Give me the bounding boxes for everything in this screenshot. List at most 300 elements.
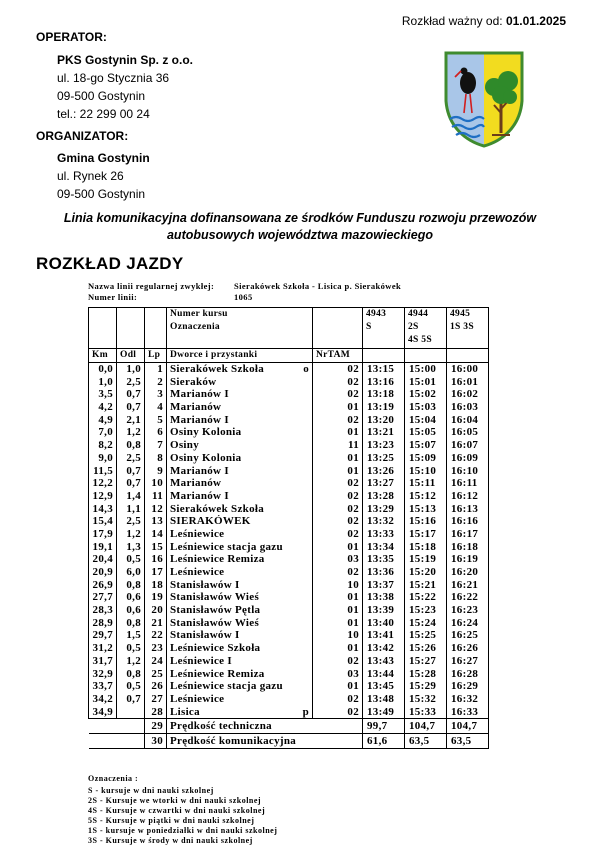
time-cell: 16:23: [447, 604, 489, 617]
nrtam-cell: 02: [313, 515, 363, 528]
valid-from: [402, 14, 566, 28]
lp-cell: 8: [145, 452, 167, 465]
speed-value: 61,6: [363, 733, 405, 748]
organizer-street: ul. Rynek 26: [57, 169, 124, 183]
km-cell: 17,9: [89, 528, 117, 541]
time-cell: 15:16: [405, 515, 447, 528]
lp-cell: 19: [145, 591, 167, 604]
odl-cell: 2,5: [117, 515, 145, 528]
col-lp: Lp: [145, 349, 167, 363]
km-cell: 4,9: [89, 413, 117, 426]
stop-name: Sierakówek Szkoła: [170, 363, 265, 376]
stop-name: Leśniewice I: [170, 654, 232, 667]
stop-cell: [167, 515, 313, 528]
stop-name: Sierakówek Szkoła: [170, 502, 265, 515]
table-row: [89, 413, 489, 426]
stop-cell: [167, 413, 313, 426]
stop-cell: [167, 401, 313, 414]
stop-name: Leśniewice: [170, 527, 225, 540]
nrtam-cell: 11: [313, 439, 363, 452]
time-cell: 13:35: [363, 553, 405, 566]
time-cell: 16:22: [447, 591, 489, 604]
nrtam-cell: 02: [313, 705, 363, 718]
km-cell: 19,1: [89, 540, 117, 553]
stop-cell: [167, 705, 313, 718]
operator-street: ul. 18-go Stycznia 36: [57, 71, 170, 85]
km-cell: 7,0: [89, 426, 117, 439]
time-cell: 15:28: [405, 667, 447, 680]
lp-cell: 30: [145, 733, 167, 748]
table-row: [89, 591, 489, 604]
course-marks: 2S: [408, 322, 419, 332]
speed-row: [89, 718, 489, 733]
coat-of-arms-icon: [444, 51, 524, 149]
time-cell: 15:00: [405, 362, 447, 375]
table-row: [89, 642, 489, 655]
course-header-labels: [167, 308, 313, 349]
time-cell: 13:26: [363, 464, 405, 477]
empty-cell: [117, 733, 145, 748]
time-cell: 16:28: [447, 667, 489, 680]
time-cell: 13:43: [363, 655, 405, 668]
time-cell: 13:37: [363, 578, 405, 591]
time-cell: 13:49: [363, 705, 405, 718]
empty-cell: [89, 718, 117, 733]
table-row: [89, 502, 489, 515]
stop-name: Marianów: [170, 401, 222, 414]
time-cell: 15:20: [405, 566, 447, 579]
organizer-city: 09-500 Gostynin: [57, 187, 146, 201]
time-cell: 16:20: [447, 566, 489, 579]
odl-cell: 0,8: [117, 578, 145, 591]
time-cell: 15:21: [405, 578, 447, 591]
time-cell: 16:25: [447, 629, 489, 642]
odl-cell: 6,0: [117, 566, 145, 579]
time-cell: 15:02: [405, 388, 447, 401]
stop-cell: [167, 540, 313, 553]
stop-name: Lisica: [170, 705, 200, 718]
time-cell: 15:27: [405, 655, 447, 668]
col-stop: Dworce i przystanki: [167, 349, 313, 363]
lp-cell: 13: [145, 515, 167, 528]
stop-name: Leśniewice Szkoła: [170, 642, 261, 655]
nrtam-cell: 02: [313, 490, 363, 503]
course-header: [447, 308, 489, 349]
time-cell: 16:27: [447, 655, 489, 668]
time-cell: 13:28: [363, 490, 405, 503]
lp-cell: 4: [145, 401, 167, 414]
table-row: [89, 388, 489, 401]
time-cell: 16:24: [447, 616, 489, 629]
col-nrtam: NrTAM: [313, 349, 363, 363]
nrtam-cell: 02: [313, 375, 363, 388]
nrtam-cell: 02: [313, 528, 363, 541]
odl-cell: 0,5: [117, 680, 145, 693]
lp-cell: 10: [145, 477, 167, 490]
time-cell: 16:00: [447, 362, 489, 375]
km-cell: 28,3: [89, 604, 117, 617]
table-row: [89, 553, 489, 566]
stop-name: Stanisławów Pętla: [170, 604, 261, 617]
time-cell: 16:26: [447, 642, 489, 655]
lp-cell: 25: [145, 667, 167, 680]
stop-cell: [167, 693, 313, 706]
km-cell: 34,9: [89, 705, 117, 718]
time-cell: 15:04: [405, 413, 447, 426]
table-row: [89, 426, 489, 439]
stop-name: SIERAKÓWEK: [170, 515, 251, 528]
time-cell: 13:15: [363, 362, 405, 375]
odl-cell: [117, 705, 145, 718]
stop-cell: [167, 553, 313, 566]
valid-from-date: 01.01.2025: [505, 14, 566, 28]
operator-label: OPERATOR:: [36, 30, 107, 44]
lp-cell: 24: [145, 655, 167, 668]
time-cell: 16:32: [447, 693, 489, 706]
lp-cell: 22: [145, 629, 167, 642]
time-cell: 13:45: [363, 680, 405, 693]
course-number: 4943: [366, 309, 387, 319]
course-header: [405, 308, 447, 349]
odl-cell: 0,5: [117, 553, 145, 566]
nrtam-cell: 02: [313, 413, 363, 426]
stop-name: Leśniewice: [170, 566, 225, 579]
stop-cell: [167, 439, 313, 452]
nrtam-cell: 02: [313, 477, 363, 490]
time-cell: 15:33: [405, 705, 447, 718]
time-cell: 16:05: [447, 426, 489, 439]
column-header-row: [89, 349, 489, 363]
nrtam-cell: 01: [313, 604, 363, 617]
odl-cell: 1,2: [117, 426, 145, 439]
odl-cell: 0,7: [117, 477, 145, 490]
time-cell: 13:33: [363, 528, 405, 541]
lp-cell: 29: [145, 718, 167, 733]
km-cell: 14,3: [89, 502, 117, 515]
course-marks: S: [366, 322, 372, 332]
stop-cell: [167, 375, 313, 388]
funding-note: [40, 210, 560, 244]
km-cell: 12,9: [89, 490, 117, 503]
operator-phone: tel.: 22 299 00 24: [57, 107, 150, 121]
lp-cell: 5: [145, 413, 167, 426]
odl-cell: 2,1: [117, 413, 145, 426]
km-cell: 1,0: [89, 375, 117, 388]
odl-cell: 0,5: [117, 642, 145, 655]
odl-cell: 1,4: [117, 490, 145, 503]
valid-from-label: Rozkład ważny od:: [401, 14, 503, 28]
time-cell: 16:33: [447, 705, 489, 718]
time-cell: 16:12: [447, 490, 489, 503]
km-cell: 15,4: [89, 515, 117, 528]
lp-cell: 7: [145, 439, 167, 452]
speed-label: Prędkość techniczna: [167, 718, 363, 733]
nrtam-cell: 10: [313, 629, 363, 642]
time-cell: 13:29: [363, 502, 405, 515]
table-row: [89, 401, 489, 414]
stop-name: Sieraków: [170, 375, 217, 388]
time-cell: 15:03: [405, 401, 447, 414]
km-cell: 20,9: [89, 566, 117, 579]
lp-cell: 12: [145, 502, 167, 515]
time-cell: 13:27: [363, 477, 405, 490]
odl-cell: 0,8: [117, 667, 145, 680]
legend-item: 4S - Kursuje w czwartki w dni nauki szkolnej: [88, 806, 266, 815]
line-name: Sierakówek Szkoła - Lisica p. Sierakówek: [234, 281, 402, 291]
time-cell: 13:36: [363, 566, 405, 579]
legend-item: 5S - Kursuje w piątki w dni nauki szkolnej: [88, 816, 255, 825]
stop-cell: [167, 616, 313, 629]
odl-cell: 0,8: [117, 439, 145, 452]
time-cell: 15:17: [405, 528, 447, 541]
operator-name: PKS Gostynin Sp. z o.o.: [57, 53, 194, 67]
time-cell: 13:44: [363, 667, 405, 680]
odl-cell: 1,3: [117, 540, 145, 553]
stop-flag: o: [303, 363, 309, 376]
speed-label: Prędkość komunikacyjna: [167, 733, 363, 748]
odl-cell: 1,2: [117, 528, 145, 541]
time-cell: 15:24: [405, 616, 447, 629]
speed-value: 63,5: [447, 733, 489, 748]
table-row: [89, 452, 489, 465]
stop-name: Stanisławów I: [170, 578, 240, 591]
line-info: [88, 281, 401, 303]
time-cell: 15:25: [405, 629, 447, 642]
time-cell: 15:23: [405, 604, 447, 617]
table-row: [89, 490, 489, 503]
legend-item: 2S - Kursuje we wtorki w dni nauki szkolnej: [88, 796, 262, 805]
nrtam-cell: 01: [313, 680, 363, 693]
stop-name: Osiny Kolonia: [170, 451, 242, 464]
funding-line-1: Linia komunikacyjna dofinansowana ze środków Funduszu rozwoju przewozów: [63, 211, 537, 225]
legend-item: 3S - Kursuje w środy w dni nauki szkolnej: [88, 836, 253, 845]
table-row: [89, 667, 489, 680]
time-cell: 16:01: [447, 375, 489, 388]
nrtam-cell: 02: [313, 362, 363, 375]
lp-cell: 3: [145, 388, 167, 401]
line-number: 1065: [234, 292, 253, 302]
legend: [88, 774, 277, 846]
course-marks: 1S 3S: [450, 322, 474, 332]
lp-cell: 21: [145, 616, 167, 629]
km-cell: 31,2: [89, 642, 117, 655]
nrtam-cell: 01: [313, 540, 363, 553]
km-cell: 31,7: [89, 655, 117, 668]
odl-cell: 0,6: [117, 604, 145, 617]
speed-value: 104,7: [405, 718, 447, 733]
time-cell: 13:21: [363, 426, 405, 439]
stop-name: Leśniewice stacja gazu: [170, 680, 283, 693]
speed-value: 104,7: [447, 718, 489, 733]
km-cell: 26,9: [89, 578, 117, 591]
stop-cell: [167, 629, 313, 642]
time-cell: 13:40: [363, 616, 405, 629]
course-header-row: [89, 308, 489, 349]
stop-name: Marianów I: [170, 489, 229, 502]
time-cell: 16:17: [447, 528, 489, 541]
km-cell: 27,7: [89, 591, 117, 604]
legend-items: [88, 786, 277, 846]
odl-cell: 1,5: [117, 629, 145, 642]
table-row: [89, 680, 489, 693]
odl-cell: 1,2: [117, 655, 145, 668]
nrtam-cell: 01: [313, 426, 363, 439]
table-row: [89, 439, 489, 452]
table-row: [89, 375, 489, 388]
lp-cell: 26: [145, 680, 167, 693]
table-row: [89, 515, 489, 528]
odl-cell: 0,7: [117, 464, 145, 477]
stop-cell: [167, 426, 313, 439]
time-cell: 15:10: [405, 464, 447, 477]
odl-cell: 1,0: [117, 362, 145, 375]
time-cell: 15:11: [405, 477, 447, 490]
time-cell: 16:02: [447, 388, 489, 401]
time-cell: 13:42: [363, 642, 405, 655]
lp-cell: 6: [145, 426, 167, 439]
lp-cell: 23: [145, 642, 167, 655]
organizer-label: ORGANIZATOR:: [36, 129, 129, 143]
stop-cell: [167, 655, 313, 668]
time-cell: 13:32: [363, 515, 405, 528]
stop-cell: [167, 591, 313, 604]
time-cell: 13:48: [363, 693, 405, 706]
table-row: [89, 693, 489, 706]
time-cell: 15:32: [405, 693, 447, 706]
time-cell: 16:13: [447, 502, 489, 515]
course-number: 4944: [408, 309, 429, 319]
course-number: 4945: [450, 309, 471, 319]
lp-cell: 16: [145, 553, 167, 566]
legend-item: S - kursuje w dni nauki szkolnej: [88, 786, 214, 795]
nrtam-cell: 10: [313, 578, 363, 591]
time-cell: 15:29: [405, 680, 447, 693]
stop-cell: [167, 680, 313, 693]
lp-cell: 18: [145, 578, 167, 591]
time-cell: 15:09: [405, 452, 447, 465]
lp-cell: 11: [145, 490, 167, 503]
table-row: [89, 705, 489, 718]
lp-cell: 1: [145, 362, 167, 375]
time-cell: 13:16: [363, 375, 405, 388]
nrtam-cell: 02: [313, 502, 363, 515]
km-cell: 12,2: [89, 477, 117, 490]
time-cell: 13:25: [363, 452, 405, 465]
nrtam-cell: 02: [313, 655, 363, 668]
lp-cell: 20: [145, 604, 167, 617]
lp-cell: 15: [145, 540, 167, 553]
time-cell: 13:39: [363, 604, 405, 617]
course-number-label: Numer kursu: [170, 309, 228, 319]
table-row: [89, 629, 489, 642]
stop-cell: [167, 642, 313, 655]
stop-cell: [167, 490, 313, 503]
time-cell: 15:22: [405, 591, 447, 604]
time-cell: 15:13: [405, 502, 447, 515]
nrtam-cell: 02: [313, 693, 363, 706]
stop-name: Osiny Kolonia: [170, 426, 242, 439]
time-cell: 13:23: [363, 439, 405, 452]
stop-cell: [167, 452, 313, 465]
stop-cell: [167, 566, 313, 579]
table-row: [89, 477, 489, 490]
stop-flag: p: [302, 705, 309, 718]
time-cell: 16:16: [447, 515, 489, 528]
stop-name: Leśniewice Remiza: [170, 667, 265, 680]
stop-name: Stanisławów I: [170, 629, 240, 642]
odl-cell: 0,8: [117, 616, 145, 629]
km-cell: 0,0: [89, 362, 117, 375]
table-row: [89, 655, 489, 668]
odl-cell: 2,5: [117, 452, 145, 465]
time-cell: 13:41: [363, 629, 405, 642]
empty-cell: [117, 718, 145, 733]
time-cell: 16:07: [447, 439, 489, 452]
km-cell: 33,7: [89, 680, 117, 693]
time-cell: 13:18: [363, 388, 405, 401]
legend-item: 1S - kursuje w poniedziałki w dni nauki szkolnej: [88, 826, 278, 835]
nrtam-cell: 02: [313, 388, 363, 401]
stop-name: Osiny: [170, 439, 200, 452]
stop-cell: [167, 464, 313, 477]
course-marks-extra: 4S 5S: [408, 335, 432, 345]
nrtam-cell: 03: [313, 667, 363, 680]
time-cell: 15:05: [405, 426, 447, 439]
stop-name: Marianów I: [170, 464, 229, 477]
time-cell: 16:21: [447, 578, 489, 591]
table-row: [89, 464, 489, 477]
empty-cell: [89, 733, 117, 748]
km-cell: 11,5: [89, 464, 117, 477]
lp-cell: 2: [145, 375, 167, 388]
legend-title: Oznaczenia :: [88, 774, 139, 783]
km-cell: 29,7: [89, 629, 117, 642]
time-cell: 13:38: [363, 591, 405, 604]
operator-city: 09-500 Gostynin: [57, 89, 146, 103]
table-row: [89, 616, 489, 629]
time-cell: 15:18: [405, 540, 447, 553]
time-cell: 15:26: [405, 642, 447, 655]
km-cell: 28,9: [89, 616, 117, 629]
table-row: [89, 540, 489, 553]
nrtam-cell: 01: [313, 464, 363, 477]
table-row: [89, 578, 489, 591]
nrtam-cell: 01: [313, 452, 363, 465]
odl-cell: 0,7: [117, 401, 145, 414]
odl-cell: 0,7: [117, 388, 145, 401]
stop-cell: [167, 502, 313, 515]
km-cell: 20,4: [89, 553, 117, 566]
time-cell: 13:20: [363, 413, 405, 426]
km-cell: 32,9: [89, 667, 117, 680]
time-cell: 15:12: [405, 490, 447, 503]
stop-name: Leśniewice: [170, 692, 225, 705]
time-cell: 13:34: [363, 540, 405, 553]
time-cell: 16:04: [447, 413, 489, 426]
speed-value: 99,7: [363, 718, 405, 733]
stop-cell: [167, 477, 313, 490]
col-odl: Odl: [117, 349, 145, 363]
time-cell: 16:03: [447, 401, 489, 414]
time-cell: 16:10: [447, 464, 489, 477]
lp-cell: 27: [145, 693, 167, 706]
course-header: [363, 308, 405, 349]
table-row: [89, 604, 489, 617]
table-row: [89, 528, 489, 541]
time-cell: 16:09: [447, 452, 489, 465]
time-cell: 13:19: [363, 401, 405, 414]
stop-cell: [167, 667, 313, 680]
